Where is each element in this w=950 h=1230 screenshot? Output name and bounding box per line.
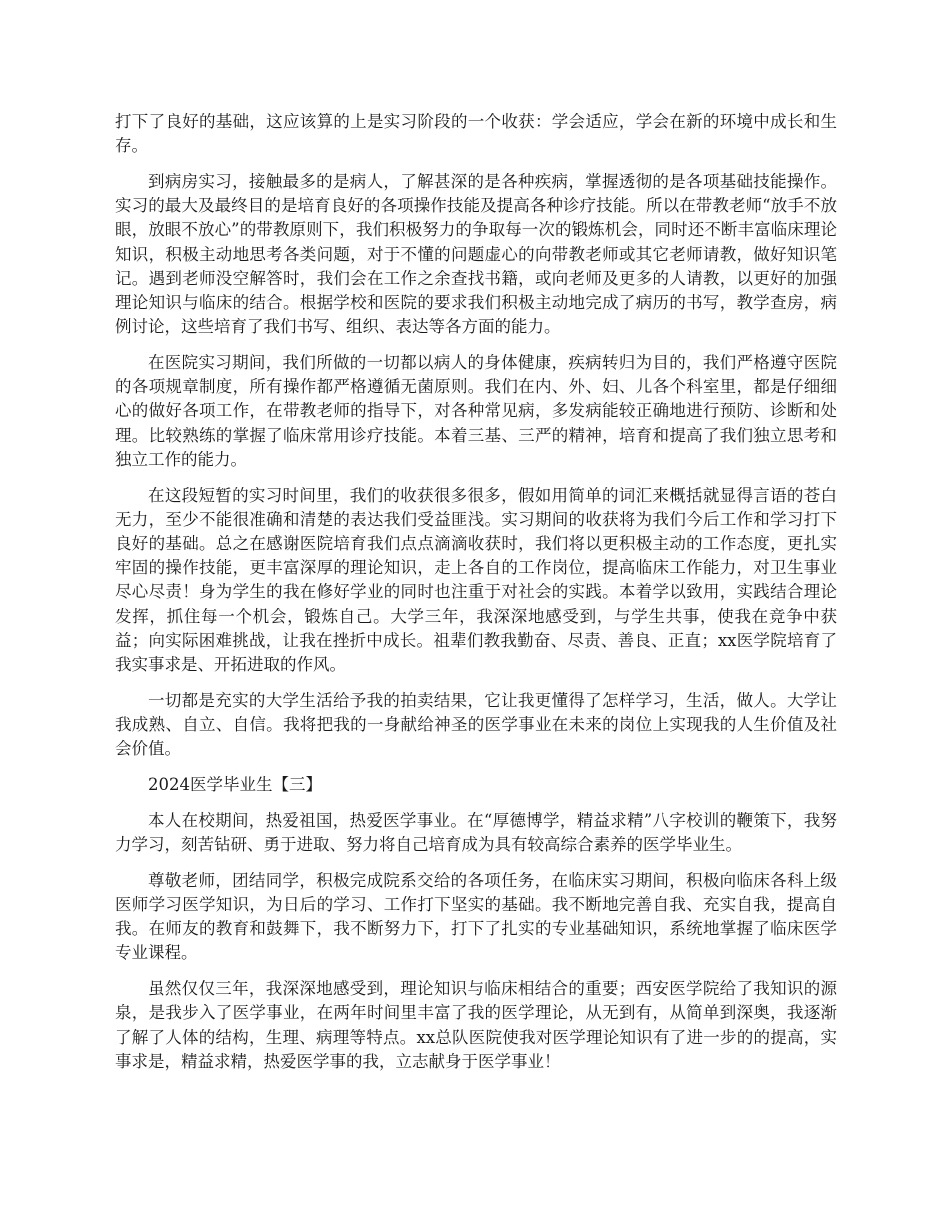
- paragraph-7: 尊敬老师，团结同学，积极完成院系交给的各项任务，在临床实习期间，积极向临床各科上级医师学习医学知识，为日后的学习、工作打下坚实的基础。我不断地完善自我、充实自我，提高自我。在师友的教育和鼓舞下，我不断努力下，打下了扎实的专业基础知识，系统地掌握了临床医学专业课程。: [115, 870, 837, 963]
- document-page: [115, 110, 837, 1086]
- paragraph-6: 本人在校期间，热爱祖国，热爱医学事业。在“厚德博学，精益求精”八字校训的鞭策下，我努力学习，刻苦钻研、勇于进取、努力将自己培育成为具有较高综合素养的医学毕业生。: [115, 810, 837, 855]
- paragraph-8: 虽然仅仅三年，我深深地感受到，理论知识与临床相结合的重要；西安医学院给了我知识的源泉，是我步入了医学事业，在两年时间里丰富了我的医学理论，从无到有，从简单到深奥，我逐渐了解了人体的结构，生理、病理等特点。xx总队医院使我对医学理论知识有了进一步的的提高，实事求是，精益求精，热爱医学事的我，立志献身于医学事业！: [115, 979, 837, 1071]
- section-heading: 2024医学毕业生【三】: [148, 775, 322, 795]
- paragraph-4: 在这段短暂的实习时间里，我们的收获很多很多，假如用简单的词汇来概括就显得言语的苍白无力，至少不能很准确和清楚的表达我们受益匪浅。实习期间的收获将为我们今后工作和学习打下良好的基础。总之在感谢医院培育我们点点滴滴收获时，我们将以更积极主动的工作态度，更扎实牢固的操作技能，更丰富深厚的理论知识，走上各自的工作岗位，提高临床工作能力，对卫生事业尽心尽责！身为学生的我在修好学业的同时也注重于对社会的实践。本着学以致用，实践结合理论发挥，抓住每一个机会，锻炼自己。大学三年，我深深地感受到，与学生共事，使我在竞争中获益；向实际困难挑战，让我在挫折中成长。祖辈们教我勤奋、尽责、善良、正直；xx医学院培育了我实事求是、开拓进取的作风。: [115, 485, 837, 675]
- paragraph-3: 在医院实习期间，我们所做的一切都以病人的身体健康，疾病转归为目的，我们严格遵守医院的各项规章制度，所有操作都严格遵循无菌原则。我们在内、外、妇、儿各个科室里，都是仔细细心的做好各项工作，在带教老师的指导下，对各种常见病，多发病能较正确地进行预防、诊断和处理。比较熟练的掌握了临床常用诊疗技能。本着三基、三严的精神，培育和提高了我们独立思考和独立工作的能力。: [115, 353, 837, 469]
- paragraph-1: 打下了良好的基础，这应该算的上是实习阶段的一个收获：学会适应，学会在新的环境中成长和生存。: [115, 112, 837, 156]
- paragraph-2: 到病房实习，接触最多的是病人，了解甚深的是各种疾病，掌握透彻的是各项基础技能操作。实习的最大及最终目的是培育良好的各项操作技能及提高各种诊疗技能。所以在带教老师“放手不放眼，放眼不放心”的带教原则下，我们积极努力的争取每一次的锻炼机会，同时还不断丰富临床理论知识，积极主动地思考各类问题，对于不懂的问题虚心的向带教老师或其它老师请教，做好知识笔记。遇到老师没空解答时，我们会在工作之余查找书籍，或向老师及更多的人请教，以更好的加强理论知识与临床的结合。根据学校和医院的要求我们积极主动地完成了病历的书写，教学查房，病例讨论，这些培育了我们书写、组织、表达等各方面的能力。: [115, 172, 837, 337]
- paragraph-5: 一切都是充实的大学生活给予我的拍卖结果，它让我更懂得了怎样学习，生活，做人。大学让我成熟、自立、自信。我将把我的一身献给神圣的医学事业在未来的岗位上实现我的人生价值及社会价值。: [115, 690, 837, 759]
